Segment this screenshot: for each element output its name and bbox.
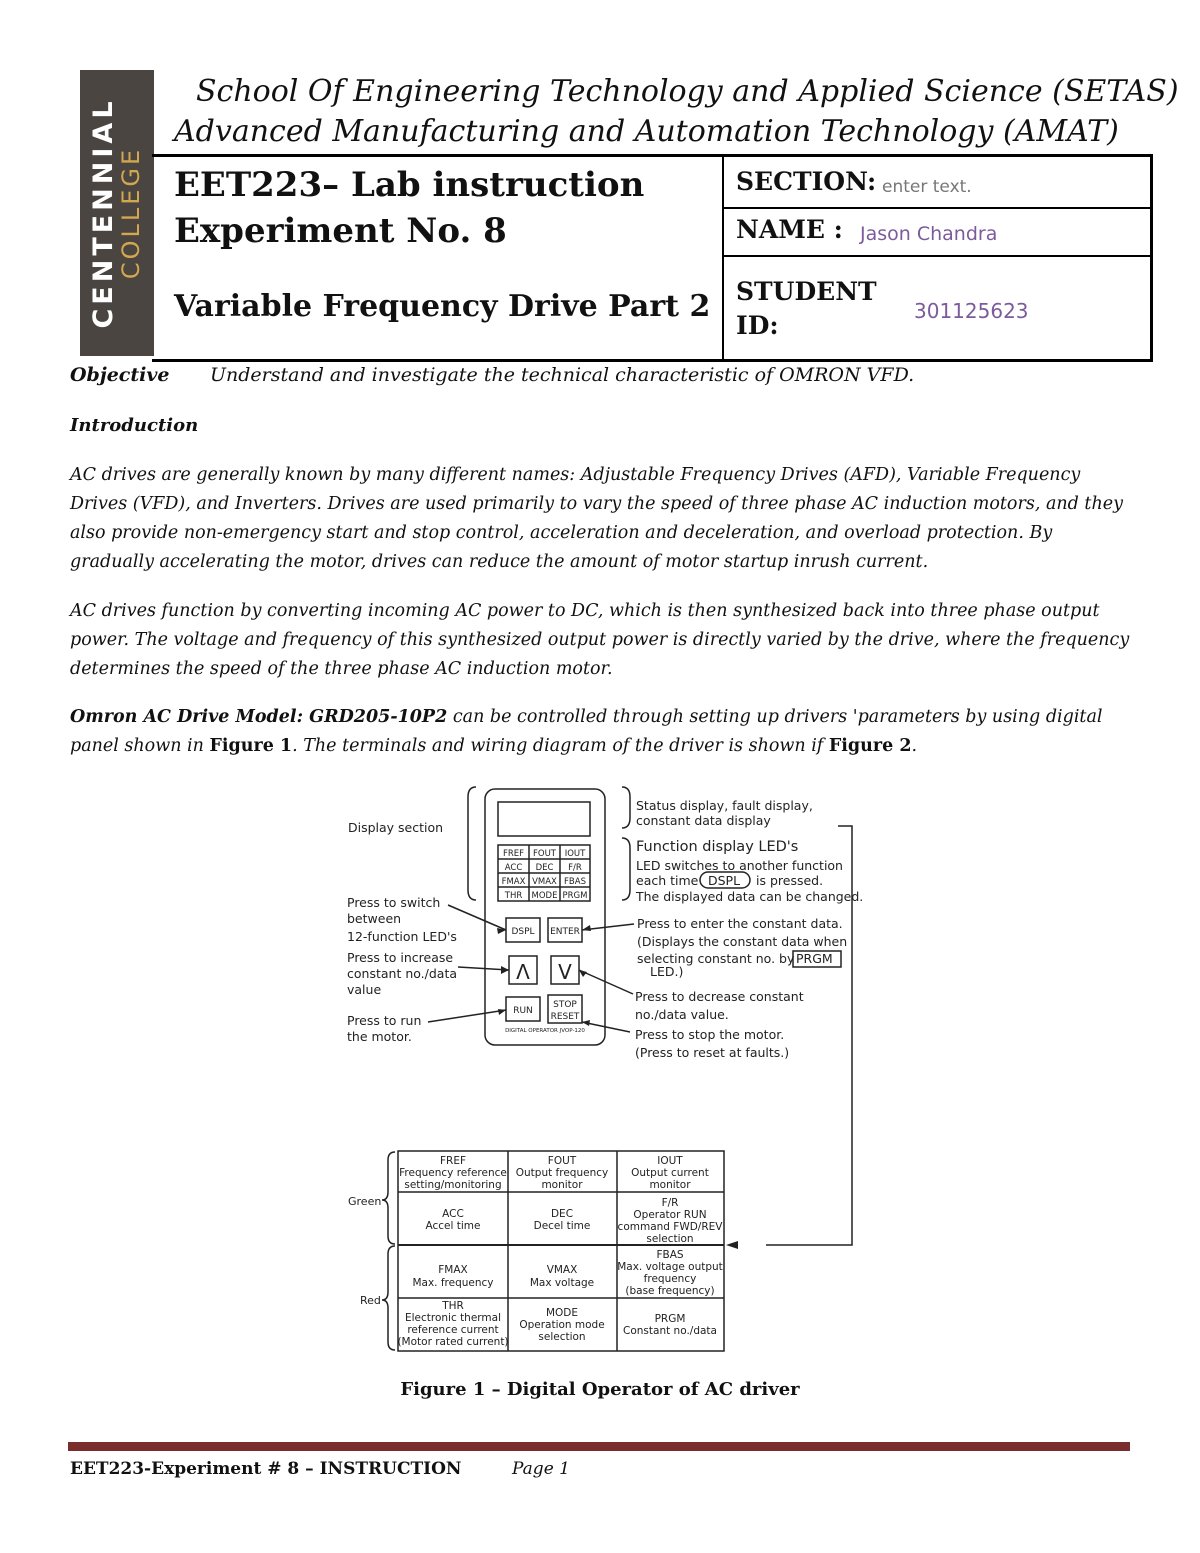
svg-text:MODE: MODE — [531, 891, 558, 901]
svg-text:Decel time: Decel time — [533, 1220, 591, 1232]
svg-text:PRGM: PRGM — [654, 1313, 686, 1325]
svg-text:Constant no./data: Constant no./data — [623, 1325, 717, 1337]
status-display-window — [498, 802, 590, 836]
svg-text:is pressed.: is pressed. — [756, 873, 824, 888]
svg-text:IOUT: IOUT — [657, 1155, 683, 1167]
svg-text:between: between — [347, 911, 402, 926]
objective-label: Objective — [70, 364, 170, 386]
svg-text:Press to switch: Press to switch — [347, 895, 441, 910]
lab-topic: Variable Frequency Drive Part 2 — [174, 289, 711, 324]
operator-panel — [485, 789, 605, 1045]
svg-text:DEC: DEC — [535, 863, 554, 873]
svg-text:FBAS: FBAS — [564, 877, 586, 887]
student-id-field[interactable]: 301125623 — [914, 299, 1029, 323]
experiment-number: Experiment No. 8 — [174, 211, 507, 251]
svg-text:Press to run: Press to run — [347, 1013, 422, 1028]
section-label: SECTION: — [736, 167, 877, 196]
svg-text:ACC: ACC — [504, 863, 523, 873]
svg-text:value: value — [347, 982, 382, 997]
svg-text:Max. frequency: Max. frequency — [412, 1277, 494, 1289]
svg-text:each time: each time — [636, 873, 699, 888]
svg-text:The displayed data can be chan: The displayed data can be changed. — [636, 889, 864, 904]
svg-text:PRGM: PRGM — [796, 951, 833, 966]
program-heading: Advanced Manufacturing and Automation Technology (AMAT) — [174, 114, 1119, 149]
green-bracket — [382, 1152, 395, 1244]
svg-text:VMAX: VMAX — [546, 1264, 578, 1276]
svg-text:FREF: FREF — [502, 849, 525, 859]
table-cells — [397, 1155, 723, 1348]
stop-key-label: STOP — [553, 1000, 577, 1010]
svg-text:Press to increase: Press to increase — [347, 950, 454, 965]
svg-text:selecting constant no. by: selecting constant no. by — [637, 951, 795, 966]
svg-text:DSPL: DSPL — [708, 873, 741, 888]
function-bracket — [622, 838, 630, 900]
svg-text:Function display LED's: Function display LED's — [636, 839, 799, 855]
red-bracket — [382, 1246, 395, 1350]
reset-key-label: RESET — [550, 1012, 580, 1022]
figure-caption: Figure 1 – Digital Operator of AC driver — [400, 1379, 800, 1400]
led-labels — [502, 849, 588, 901]
name-field[interactable]: Jason Chandra — [860, 223, 998, 245]
svg-text:Max voltage: Max voltage — [529, 1277, 595, 1289]
svg-text:Press to enter the constant da: Press to enter the constant data. — [637, 916, 843, 931]
objective-text: Understand and investigate the technical characteristic of OMRON VFD. — [210, 364, 915, 386]
svg-text:Electronic thermal: Electronic thermal — [404, 1312, 502, 1324]
panel-footer-label: DIGITAL OPERATOR JVOP-120 — [505, 1028, 585, 1034]
svg-text:Press to stop the motor.: Press to stop the motor. — [635, 1027, 785, 1042]
page-number: Page 1 — [512, 1459, 570, 1479]
svg-text:selection: selection — [646, 1233, 694, 1245]
introduction-paragraph-3: Omron AC Drive Model: GRD205-10P2 can be controlled through setting up drivers 'parameters by using digital panel shown in Figure 1. The terminals and wiring diagram of the driver is shown if Figure 2. — [70, 707, 1103, 756]
introduction-heading: Introduction — [70, 415, 199, 436]
svg-text:command FWD/REV: command FWD/REV — [617, 1221, 723, 1233]
svg-text:ACC: ACC — [442, 1208, 464, 1220]
svg-text:monitor: monitor — [649, 1179, 691, 1191]
svg-text:F/R: F/R — [568, 863, 582, 873]
status-bracket — [622, 787, 630, 828]
display-section-bracket — [468, 787, 476, 900]
red-label: Red — [360, 1294, 381, 1307]
drive-model: Omron AC Drive Model: GRD205-10P2 — [70, 707, 448, 727]
introduction-paragraph-1: AC drives are generally known by many different names: Adjustable Frequency Drives (AFD), Variable Frequency Drives (VFD), and Inverters. Drives are used primarily to vary the speed of three phase AC induction motors, and they also provide non-emergency start and stop control, acceleration and deceleration, and overload protection. By gradually accelerating the motor, drives can reduce the amount of motor startup inrush current. — [70, 465, 1123, 572]
svg-text:FREF: FREF — [439, 1155, 467, 1167]
logo-line-1: CENTENNIAL — [88, 97, 119, 329]
svg-text:Output frequency: Output frequency — [515, 1167, 609, 1179]
down-arrow-icon: V — [558, 960, 572, 984]
svg-text:MODE: MODE — [545, 1307, 579, 1319]
footer-title: EET223-Experiment # 8 – INSTRUCTION — [70, 1459, 462, 1479]
display-section-label: Display section — [348, 820, 444, 835]
run-key-label: RUN — [513, 1006, 533, 1016]
svg-text:FOUT: FOUT — [547, 1155, 577, 1167]
svg-text:Press to decrease constant: Press to decrease constant — [635, 989, 804, 1004]
dspl-key-label: DSPL — [511, 927, 535, 937]
svg-text:Operation mode: Operation mode — [519, 1319, 605, 1331]
svg-text:FBAS: FBAS — [656, 1249, 684, 1261]
svg-text:FMAX: FMAX — [438, 1264, 468, 1276]
svg-text:FMAX: FMAX — [501, 877, 526, 887]
enter-key-label: ENTER — [550, 927, 580, 937]
svg-text:(Displays the constant data wh: (Displays the constant data when — [637, 934, 848, 949]
up-arrow-icon: Λ — [516, 960, 530, 984]
svg-text:12-function LED's: 12-function LED's — [347, 929, 457, 944]
svg-text:frequency: frequency — [643, 1273, 697, 1285]
svg-text:F/R: F/R — [661, 1197, 679, 1209]
svg-text:(Press to reset at faults.): (Press to reset at faults.) — [635, 1045, 790, 1060]
svg-text:LED switches to another functi: LED switches to another function — [636, 858, 843, 873]
svg-text:monitor: monitor — [541, 1179, 583, 1191]
section-field[interactable]: enter text. — [882, 177, 972, 197]
svg-text:no./data value.: no./data value. — [635, 1007, 729, 1022]
svg-text:PRGM: PRGM — [562, 891, 588, 901]
svg-text:Accel time: Accel time — [425, 1220, 481, 1232]
figure-1-ref: Figure 1 — [209, 736, 293, 756]
svg-text:the motor.: the motor. — [347, 1029, 412, 1044]
svg-text:Output current: Output current — [631, 1167, 709, 1179]
svg-text:(base frequency): (base frequency) — [625, 1285, 715, 1297]
name-label: NAME : — [736, 215, 843, 244]
svg-text:constant data display: constant data display — [636, 813, 771, 828]
course-title: EET223– Lab instruction — [174, 165, 645, 205]
school-heading: School Of Engineering Technology and Applied Science (SETAS) — [196, 74, 1179, 109]
svg-text:constant no./data: constant no./data — [347, 966, 458, 981]
svg-text:FOUT: FOUT — [533, 849, 556, 859]
logo-line-2: COLLEGE — [117, 146, 145, 280]
footer-divider — [68, 1442, 1130, 1451]
figure-2-ref: Figure 2 — [828, 736, 912, 756]
green-label: Green — [348, 1195, 382, 1208]
svg-text:Status display, fault display,: Status display, fault display, — [636, 798, 813, 813]
svg-text:DEC: DEC — [550, 1208, 574, 1220]
svg-text:IOUT: IOUT — [564, 849, 586, 859]
svg-text:Frequency reference: Frequency reference — [399, 1167, 507, 1179]
svg-text:Max. voltage output: Max. voltage output — [617, 1261, 723, 1273]
student-id-label: STUDENT ID: — [736, 277, 877, 340]
svg-text:(Motor rated current): (Motor rated current) — [397, 1336, 509, 1348]
svg-text:THR: THR — [504, 891, 523, 901]
svg-text:reference current: reference current — [407, 1324, 499, 1336]
svg-text:setting/monitoring: setting/monitoring — [404, 1179, 502, 1191]
svg-text:Operator RUN: Operator RUN — [633, 1209, 707, 1221]
svg-text:VMAX: VMAX — [532, 877, 557, 887]
svg-text:THR: THR — [442, 1300, 464, 1312]
introduction-paragraph-2: AC drives function by converting incoming AC power to DC, which is then synthesized back into three phase output power. The voltage and frequency of this synthesized output power is directly varied by the drive, where the frequency determines the speed of the three phase AC induction motor. — [70, 601, 1130, 679]
svg-text:LED.): LED.) — [650, 964, 684, 979]
svg-text:selection: selection — [538, 1331, 586, 1343]
